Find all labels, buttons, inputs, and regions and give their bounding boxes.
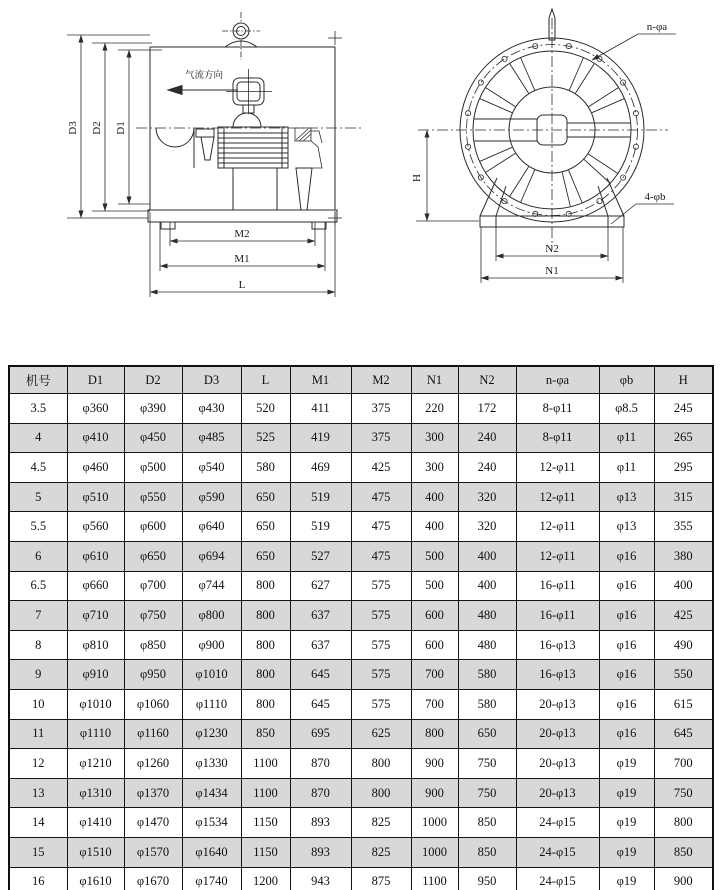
dim-label-d3: D3 [67, 121, 79, 135]
right-foot [296, 168, 312, 210]
table-cell: 8-φ11 [516, 394, 599, 424]
table-cell: 20-φ13 [516, 749, 599, 779]
table-cell: φ550 [124, 482, 182, 512]
table-cell: 1100 [241, 778, 290, 808]
table-cell: φ16 [599, 719, 654, 749]
table-cell: 400 [458, 541, 516, 571]
table-cell: 16 [9, 867, 67, 890]
table-cell: φ1230 [182, 719, 241, 749]
table-cell: φ1434 [182, 778, 241, 808]
table-cell: φ700 [124, 571, 182, 601]
airflow-arrow-icon [168, 86, 238, 95]
table-cell: 850 [458, 808, 516, 838]
table-cell: φ750 [124, 601, 182, 631]
table-cell: 1100 [411, 867, 458, 890]
table-cell: 14 [9, 808, 67, 838]
table-cell: φ950 [124, 660, 182, 690]
table-cell: 525 [241, 423, 290, 453]
motor-support [233, 168, 277, 210]
dim-label-d1: D1 [115, 121, 127, 135]
flange-holes-callout [592, 34, 676, 60]
table-cell: 800 [241, 601, 290, 631]
table-cell: 11 [9, 719, 67, 749]
table-cell: 870 [290, 778, 351, 808]
table-cell: 600 [411, 601, 458, 631]
table-row [9, 808, 713, 838]
table-cell: 12 [9, 749, 67, 779]
table-cell: 575 [351, 601, 411, 631]
table-header-row [9, 366, 713, 394]
table-cell: φ11 [599, 423, 654, 453]
table-cell: 800 [654, 808, 713, 838]
table-cell: 500 [411, 541, 458, 571]
table-cell: 320 [458, 512, 516, 542]
table-cell: φ11 [599, 453, 654, 483]
table-row [9, 423, 713, 453]
airflow-direction-label: 气流方向 [184, 70, 224, 81]
table-cell: φ1160 [124, 719, 182, 749]
table-cell: 875 [351, 867, 411, 890]
table-cell: 575 [351, 689, 411, 719]
table-cell: 800 [351, 778, 411, 808]
table-cell: 527 [290, 541, 351, 571]
table-header-cell: M1 [290, 366, 351, 394]
table-cell: 900 [411, 749, 458, 779]
table-cell: φ19 [599, 749, 654, 779]
table-cell: 519 [290, 482, 351, 512]
table-cell: φ1534 [182, 808, 241, 838]
table-cell: 475 [351, 482, 411, 512]
table-cell: φ16 [599, 660, 654, 690]
table-cell: φ650 [124, 541, 182, 571]
table-row [9, 394, 713, 424]
table-cell: 5 [9, 482, 67, 512]
table-cell: 16-φ11 [516, 601, 599, 631]
table-cell: φ640 [182, 512, 241, 542]
table-row [9, 837, 713, 867]
dim-label-m1: M1 [234, 253, 250, 265]
table-cell: 700 [411, 660, 458, 690]
impeller-hub [156, 128, 214, 168]
table-cell: 172 [458, 394, 516, 424]
table-header-cell: D3 [182, 366, 241, 394]
table-cell: φ410 [67, 423, 124, 453]
table-cell: 375 [351, 394, 411, 424]
table-cell: φ1740 [182, 867, 241, 890]
table-cell: 580 [458, 689, 516, 719]
table-header [9, 366, 713, 394]
table-cell: 355 [654, 512, 713, 542]
table-cell: φ1210 [67, 749, 124, 779]
table-cell: φ16 [599, 630, 654, 660]
table-cell: 5.5 [9, 512, 67, 542]
table-cell: 375 [351, 423, 411, 453]
table-cell: 419 [290, 423, 351, 453]
table-cell: 825 [351, 808, 411, 838]
table-cell: 650 [241, 512, 290, 542]
table-cell: 943 [290, 867, 351, 890]
table-row [9, 719, 713, 749]
table-cell: 650 [458, 719, 516, 749]
table-cell: 380 [654, 541, 713, 571]
table-cell: 400 [458, 571, 516, 601]
table-cell: φ19 [599, 778, 654, 808]
table-cell: 425 [654, 601, 713, 631]
table-cell: φ1110 [182, 689, 241, 719]
table-cell: 615 [654, 689, 713, 719]
table-cell: φ485 [182, 423, 241, 453]
table-cell: 600 [411, 630, 458, 660]
motor [218, 127, 288, 168]
dim-label-n1: N1 [545, 265, 559, 277]
table-cell: 650 [241, 541, 290, 571]
table-cell: φ1260 [124, 749, 182, 779]
table-cell: 645 [290, 689, 351, 719]
table-cell: 575 [351, 660, 411, 690]
table-row [9, 601, 713, 631]
table-cell: 800 [241, 571, 290, 601]
table-header-cell: N1 [411, 366, 458, 394]
table-cell: 637 [290, 601, 351, 631]
dim-label-n2: N2 [545, 243, 559, 255]
table-header-cell: n-φa [516, 366, 599, 394]
table-cell: 400 [411, 512, 458, 542]
table-cell: 10 [9, 689, 67, 719]
table-cell: 1000 [411, 837, 458, 867]
table-cell: 295 [654, 453, 713, 483]
table-cell: 800 [241, 689, 290, 719]
table-cell: 1150 [241, 837, 290, 867]
table-cell: φ710 [67, 601, 124, 631]
table-cell: 20-φ13 [516, 778, 599, 808]
front-view-drawing [411, 9, 676, 283]
table-cell: 800 [241, 630, 290, 660]
dimension-drawing [0, 0, 720, 346]
table-cell: φ1510 [67, 837, 124, 867]
table-cell: 400 [411, 482, 458, 512]
table-cell: φ610 [67, 541, 124, 571]
table-cell: 575 [351, 630, 411, 660]
table-cell: φ560 [67, 512, 124, 542]
table-cell: 1100 [241, 749, 290, 779]
table-cell: φ8.5 [599, 394, 654, 424]
table-cell: 469 [290, 453, 351, 483]
table-cell: φ1060 [124, 689, 182, 719]
table-cell: 520 [241, 394, 290, 424]
table-cell: 411 [290, 394, 351, 424]
table-cell: φ540 [182, 453, 241, 483]
table-cell: 900 [411, 778, 458, 808]
table-cell: 8 [9, 630, 67, 660]
table-cell: 519 [290, 512, 351, 542]
table-cell: 7 [9, 601, 67, 631]
table-cell: 850 [241, 719, 290, 749]
table-cell: 320 [458, 482, 516, 512]
table-cell: 825 [351, 837, 411, 867]
table-cell: 220 [411, 394, 458, 424]
table-cell: φ16 [599, 571, 654, 601]
dim-label-h: H [411, 174, 423, 182]
table-cell: 800 [241, 660, 290, 690]
table-cell: 15 [9, 837, 67, 867]
table-header-cell: N2 [458, 366, 516, 394]
table-cell: 800 [411, 719, 458, 749]
table-cell: φ1330 [182, 749, 241, 779]
table-row [9, 749, 713, 779]
dim-label-l: L [238, 279, 246, 291]
table-header-cell: D1 [67, 366, 124, 394]
table-cell: φ694 [182, 541, 241, 571]
table-cell: 475 [351, 512, 411, 542]
table-cell: 12-φ11 [516, 512, 599, 542]
table-cell: φ1470 [124, 808, 182, 838]
table-cell: 12-φ11 [516, 482, 599, 512]
table-cell: 12-φ11 [516, 541, 599, 571]
table-cell: 16-φ11 [516, 571, 599, 601]
table-cell: 700 [654, 749, 713, 779]
table-row [9, 660, 713, 690]
table-cell: φ810 [67, 630, 124, 660]
dim-label-d2: D2 [91, 121, 103, 135]
table-cell: φ744 [182, 571, 241, 601]
table-cell: 1000 [411, 808, 458, 838]
table-cell: 490 [654, 630, 713, 660]
table-cell: 625 [351, 719, 411, 749]
table-cell: 425 [351, 453, 411, 483]
table-cell: 1200 [241, 867, 290, 890]
table-header-cell: M2 [351, 366, 411, 394]
table-cell: 580 [458, 660, 516, 690]
table-cell: φ800 [182, 601, 241, 631]
table-cell: 475 [351, 541, 411, 571]
table-cell: 1150 [241, 808, 290, 838]
table-cell: φ1310 [67, 778, 124, 808]
lifting-eye-icon [222, 12, 260, 60]
side-view-drawing [67, 12, 362, 297]
table-row [9, 571, 713, 601]
table-cell: 24-φ15 [516, 808, 599, 838]
table-cell: 645 [290, 660, 351, 690]
table-row [9, 630, 713, 660]
table-cell: 575 [351, 571, 411, 601]
table-row [9, 482, 713, 512]
table-header-cell: L [241, 366, 290, 394]
dim-label-m2: M2 [234, 228, 250, 240]
table-cell: 893 [290, 808, 351, 838]
table-cell: 645 [654, 719, 713, 749]
table-cell: φ19 [599, 837, 654, 867]
table-cell: φ1010 [67, 689, 124, 719]
table-cell: 16-φ13 [516, 660, 599, 690]
table-cell: 900 [654, 867, 713, 890]
table-cell: φ1110 [67, 719, 124, 749]
table-cell: 24-φ15 [516, 837, 599, 867]
table-cell: 700 [411, 689, 458, 719]
table-cell: φ450 [124, 423, 182, 453]
table-cell: 650 [241, 482, 290, 512]
junction-box [226, 69, 272, 127]
table-cell: φ360 [67, 394, 124, 424]
table-cell: 870 [290, 749, 351, 779]
table-cell: φ1670 [124, 867, 182, 890]
table-cell: φ500 [124, 453, 182, 483]
table-header-cell: 机号 [9, 366, 67, 394]
table-cell: 480 [458, 601, 516, 631]
table-row [9, 512, 713, 542]
base-frame [148, 210, 337, 229]
table-cell: 750 [654, 778, 713, 808]
table-cell: 4 [9, 423, 67, 453]
table-cell: 300 [411, 453, 458, 483]
height-dimension [416, 130, 479, 221]
table-cell: 695 [290, 719, 351, 749]
fan-casing-outline [150, 47, 335, 210]
table-cell: 24-φ15 [516, 867, 599, 890]
table-cell: 480 [458, 630, 516, 660]
table-cell: 850 [654, 837, 713, 867]
foot-holes-label: 4-φb [644, 191, 666, 203]
table-cell: 580 [241, 453, 290, 483]
table-cell: φ430 [182, 394, 241, 424]
table-cell: 6.5 [9, 571, 67, 601]
table-cell: 4.5 [9, 453, 67, 483]
table-header-cell: φb [599, 366, 654, 394]
table-cell: 850 [458, 837, 516, 867]
table-cell: φ1010 [182, 660, 241, 690]
table-row [9, 778, 713, 808]
table-cell: 800 [351, 749, 411, 779]
table-cell: φ510 [67, 482, 124, 512]
table-cell: 265 [654, 423, 713, 453]
table-cell: φ13 [599, 512, 654, 542]
table-cell: 400 [654, 571, 713, 601]
table-cell: φ16 [599, 601, 654, 631]
table-header-cell: H [654, 366, 713, 394]
dimension-table [8, 365, 714, 890]
table-cell: 245 [654, 394, 713, 424]
table-cell: 950 [458, 867, 516, 890]
table-cell: 13 [9, 778, 67, 808]
table-cell: φ600 [124, 512, 182, 542]
table-cell: 315 [654, 482, 713, 512]
table-cell: φ1610 [67, 867, 124, 890]
table-cell: φ910 [67, 660, 124, 690]
table-cell: φ1410 [67, 808, 124, 838]
table-cell: 750 [458, 749, 516, 779]
bearing [295, 128, 322, 168]
table-cell: 6 [9, 541, 67, 571]
table-cell: φ460 [67, 453, 124, 483]
table-cell: φ900 [182, 630, 241, 660]
table-cell: 9 [9, 660, 67, 690]
table-row [9, 453, 713, 483]
table-cell: φ660 [67, 571, 124, 601]
table-cell: φ16 [599, 541, 654, 571]
table-row [9, 867, 713, 890]
table-cell: 500 [411, 571, 458, 601]
table-cell: 16-φ13 [516, 630, 599, 660]
table-cell: φ1640 [182, 837, 241, 867]
table-row [9, 689, 713, 719]
table-cell: φ850 [124, 630, 182, 660]
table-cell: φ19 [599, 867, 654, 890]
table-cell: φ1570 [124, 837, 182, 867]
table-cell: φ13 [599, 482, 654, 512]
table-cell: 750 [458, 778, 516, 808]
table-cell: φ16 [599, 689, 654, 719]
table-cell: 240 [458, 453, 516, 483]
table-cell: 3.5 [9, 394, 67, 424]
flange-holes-label: n-φa [646, 21, 668, 33]
table-cell: 20-φ13 [516, 719, 599, 749]
table-cell: φ390 [124, 394, 182, 424]
table-cell: 300 [411, 423, 458, 453]
table-cell: 240 [458, 423, 516, 453]
table-cell: φ19 [599, 808, 654, 838]
table-cell: 627 [290, 571, 351, 601]
table-row [9, 541, 713, 571]
table-cell: 20-φ13 [516, 689, 599, 719]
table-cell: 12-φ11 [516, 453, 599, 483]
table-header-cell: D2 [124, 366, 182, 394]
table-cell: 550 [654, 660, 713, 690]
table-cell: φ590 [182, 482, 241, 512]
table-cell: 637 [290, 630, 351, 660]
table-cell: φ1370 [124, 778, 182, 808]
table-cell: 893 [290, 837, 351, 867]
table-cell: 8-φ11 [516, 423, 599, 453]
